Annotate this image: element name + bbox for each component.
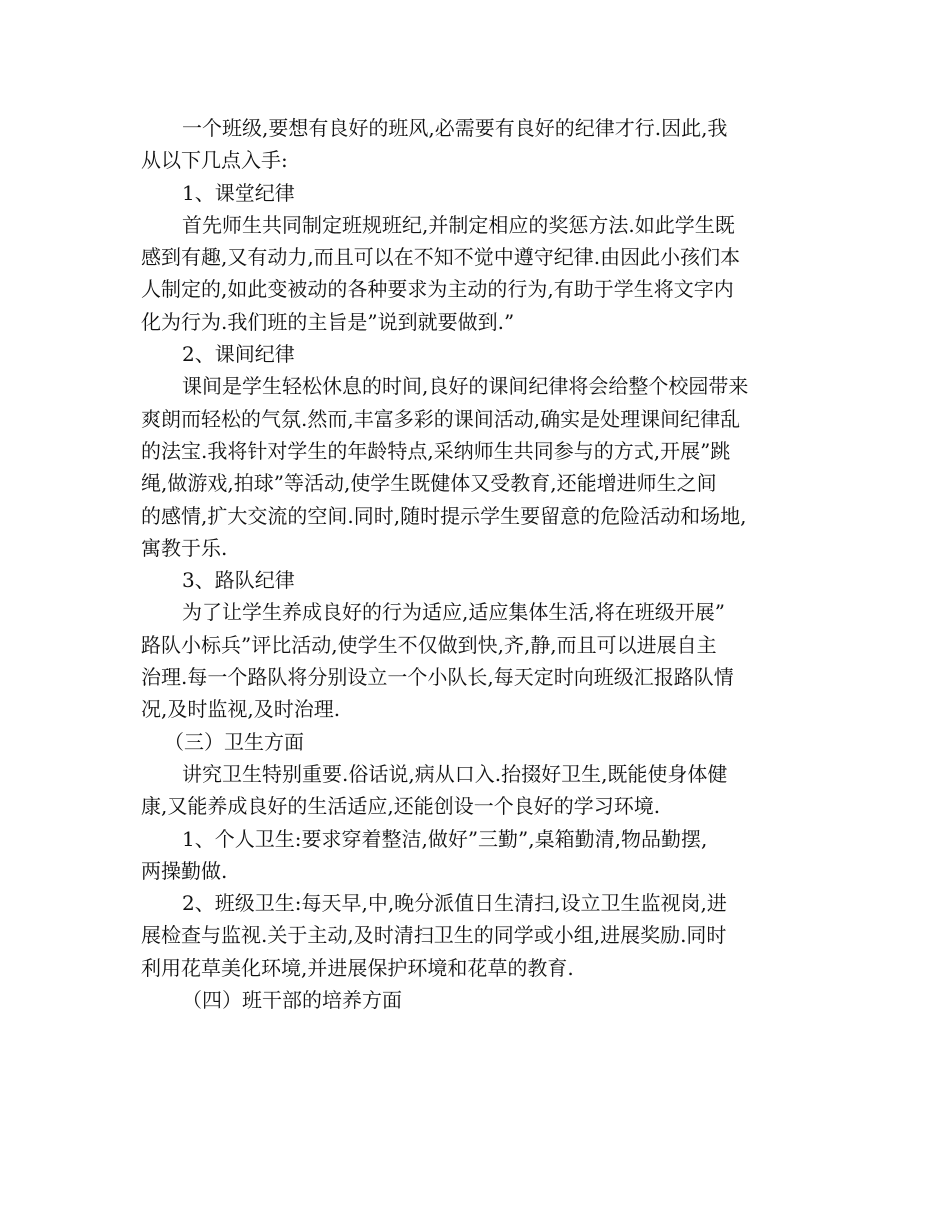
paragraph-line: 绳,做游戏,拍球”等活动,使学生既健体又受教育,还能增进师生之间	[141, 471, 717, 496]
paragraph-line: 为了让学生养成良好的行为适应,适应集体生活,将在班级开展”	[182, 600, 725, 625]
paragraph-line: 展检查与监视.关于主动,及时清扫卫生的同学或小组,进展奖励.同时	[141, 923, 727, 948]
paragraph-line: 况,及时监视,及时治理.	[141, 697, 341, 722]
paragraph-line: 讲究卫生特别重要.俗话说,病从口入.抬掇好卫生,既能使身体健	[182, 761, 728, 786]
paragraph-line: 利用花草美化环境,并进展保护环境和花草的教育.	[141, 955, 574, 980]
paragraph-line: 路队小标兵”评比活动,使学生不仅做到快,齐,静,而且可以进展自主	[141, 632, 717, 657]
subheading-queue-discipline: 3、路队纪律	[182, 568, 295, 593]
paragraph-line: 爽朗而轻松的气氛.然而,丰富多彩的课间活动,确实是处理课间纪律乱	[141, 406, 741, 431]
document-body	[141, 112, 816, 1016]
paragraph-line: 化为行为.我们班的主旨是”说到就要做到.”	[141, 309, 515, 334]
paragraph-line: 2、班级卫生:每天早,中,晚分派值日生清扫,设立卫生监视岗,进	[182, 891, 727, 916]
paragraph-line: 两操勤做.	[141, 858, 228, 883]
paragraph-line: 首先师生共同制定班规班纪,并制定相应的奖惩方法.如此学生既	[182, 212, 735, 237]
section-heading-hygiene: （三）卫生方面	[164, 729, 304, 754]
section-heading-class-cadre: （四）班干部的培养方面	[182, 988, 402, 1013]
paragraph-line: 的法宝.我将针对学生的年龄特点,采纳师生共同参与的方式,开展”跳	[141, 438, 731, 463]
paragraph-line: 寓教于乐.	[141, 535, 228, 560]
paragraph-line: 治理.每一个路队将分别设立一个小队长,每天定时向班级汇报路队情	[141, 665, 734, 690]
paragraph-line: 感到有趣,又有动力,而且可以在不知不觉中遵守纪律.由因此小孩们本	[141, 245, 741, 270]
subheading-break-discipline: 2、课间纪律	[182, 342, 295, 367]
subheading-classroom-discipline: 1、课堂纪律	[182, 180, 295, 205]
paragraph-line: 人制定的,如此变被动的各种要求为主动的行为,有助于学生将文字内	[141, 277, 734, 302]
paragraph-line: 一个班级,要想有良好的班风,必需要有良好的纪律才行.因此,我	[182, 116, 728, 140]
paragraph-line: 课间是学生轻松休息的时间,良好的课间纪律将会给整个校园带来	[182, 374, 749, 399]
paragraph-line: 1、个人卫生:要求穿着整洁,做好”三勤”,桌箱勤清,物品勤摆,	[182, 826, 708, 851]
paragraph-line: 从以下几点入手:	[141, 148, 288, 173]
paragraph-line: 的感情,扩大交流的空间.同时,随时提示学生要留意的危险活动和场地,	[141, 503, 747, 528]
paragraph-line: 康,又能养成良好的生活适应,还能创设一个良好的学习环境.	[141, 794, 661, 819]
